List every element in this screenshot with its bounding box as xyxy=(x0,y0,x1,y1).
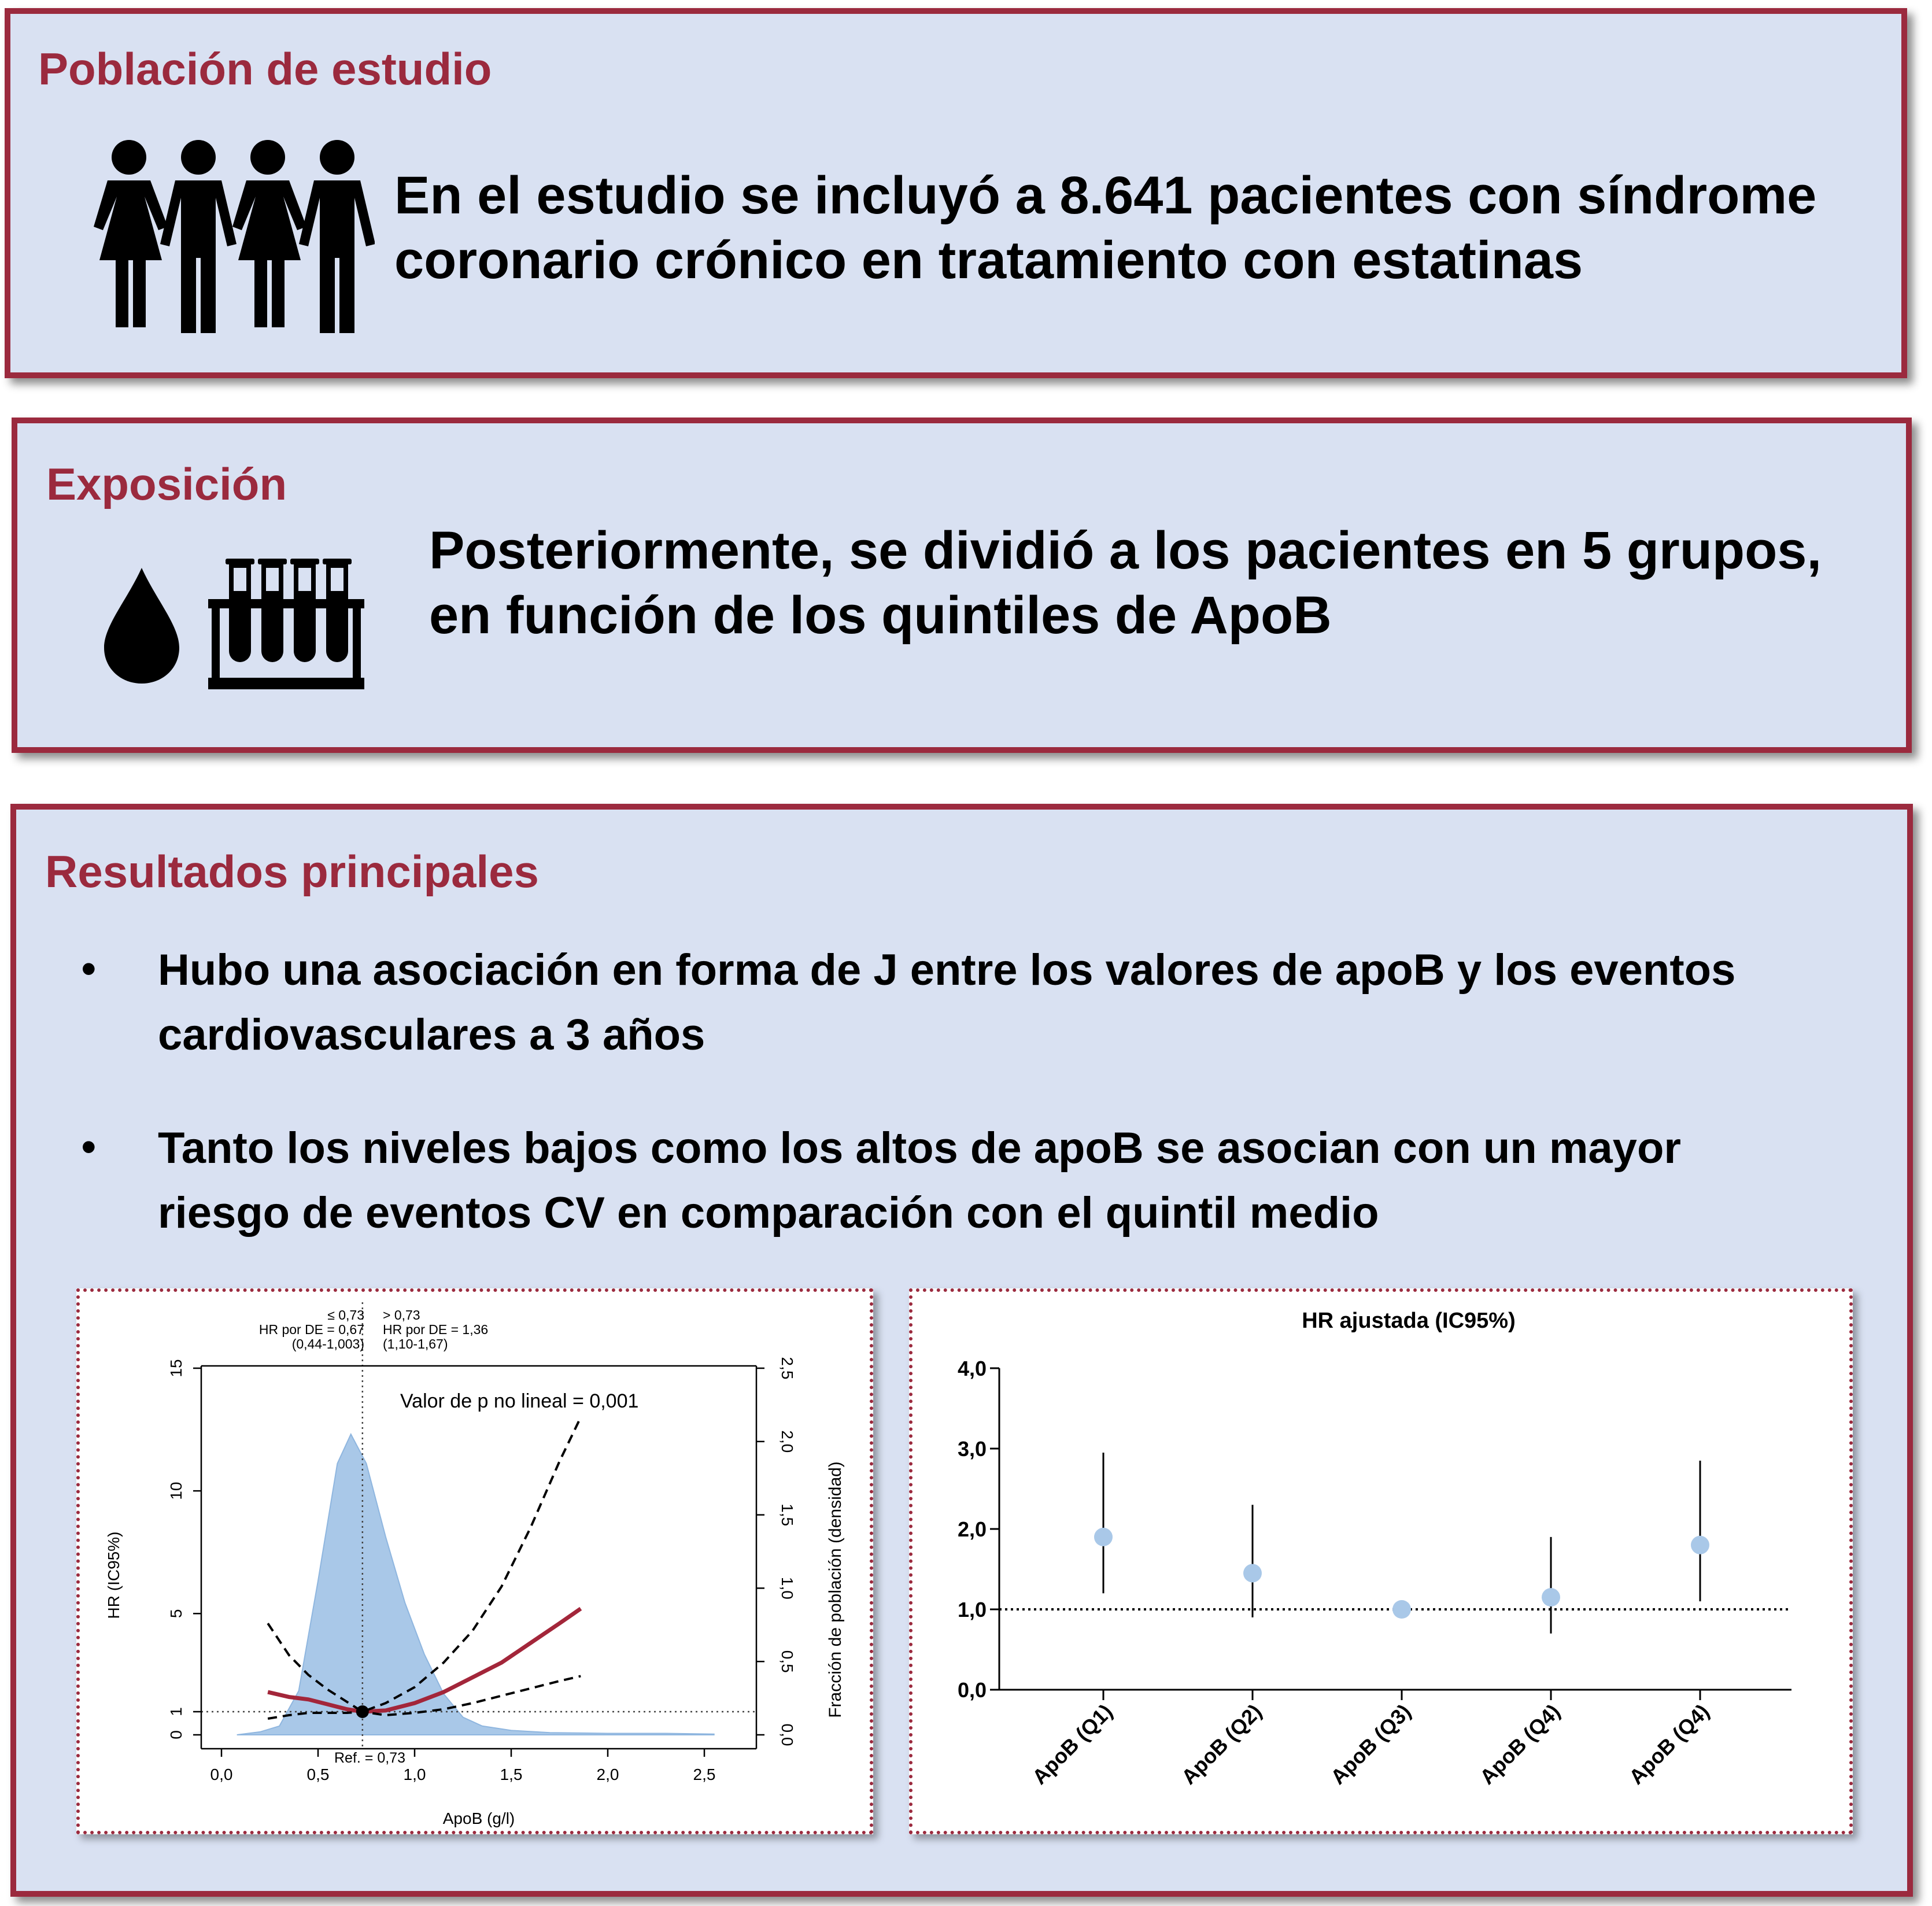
hr-category-label: ApoB (Q1) xyxy=(1027,1699,1117,1789)
x-tick-label: 2,5 xyxy=(693,1765,716,1783)
x-tick-label: 2,0 xyxy=(596,1765,619,1783)
blood-drop-icon xyxy=(104,568,179,684)
left-block-line2: HR por DE = 0,67 xyxy=(258,1322,364,1337)
right-block-line1: > 0,73 xyxy=(383,1307,420,1323)
y-tick-label: 5 xyxy=(167,1609,185,1619)
bullet-2-line1: Tanto los niveles bajos como los altos de apoB se asocian con un mayor xyxy=(158,1124,1681,1173)
y2-axis-label: Fracción de población (densidad) xyxy=(826,1461,845,1718)
population-text-line2: coronario crónico en tratamiento con estatinas xyxy=(394,231,1583,290)
bullet-2-line2: riesgo de eventos CV en comparación con el quintil medio xyxy=(158,1188,1379,1238)
population-title: Población de estudio xyxy=(38,43,492,94)
bullet-marker-1: • xyxy=(81,944,97,993)
reference-label: Ref. = 0,73 xyxy=(334,1750,405,1766)
y-axis-label: HR (IC95%) xyxy=(105,1531,123,1619)
right-block-line3: (1,10-1,67) xyxy=(383,1336,448,1351)
y2-tick-label: 2,5 xyxy=(778,1357,796,1380)
hr-category-label: ApoB (Q4) xyxy=(1475,1699,1565,1789)
population-text-line1: En el estudio se incluyó a 8.641 pacientes con síndrome xyxy=(394,166,1817,225)
x-tick-label: 1,5 xyxy=(500,1765,523,1783)
results-title: Resultados principales xyxy=(45,846,539,897)
hr-category-label: ApoB (Q2) xyxy=(1176,1699,1266,1789)
y2-tick-label: 0,5 xyxy=(778,1650,796,1673)
density-area xyxy=(237,1434,714,1735)
people-icon xyxy=(91,135,375,338)
hr-point xyxy=(1094,1528,1113,1546)
exposure-title: Exposición xyxy=(46,459,287,509)
test-tubes-icon xyxy=(208,559,364,692)
hr-quintile-chart xyxy=(913,1292,1849,1831)
exposure-text-line1: Posteriormente, se dividió a los pacientes en 5 grupos, xyxy=(429,521,1822,580)
y-tick-label: 1 xyxy=(167,1707,185,1716)
left-block-line3: (0,44-1,003) xyxy=(291,1336,364,1351)
hr-point xyxy=(1542,1588,1560,1606)
hr-point xyxy=(1243,1564,1262,1582)
hr-y-tick-label: 2,0 xyxy=(957,1517,987,1541)
y-tick-label: 15 xyxy=(167,1359,185,1377)
reference-point xyxy=(356,1705,369,1718)
exposure-text-line2: en función de los quintiles de ApoB xyxy=(429,586,1332,645)
spline-chart-box xyxy=(76,1288,873,1834)
x-tick-label: 0,0 xyxy=(210,1765,233,1783)
pvalue-annotation: Valor de p no lineal = 0,001 xyxy=(400,1390,639,1412)
hr-category-label: ApoB (Q4) xyxy=(1624,1699,1714,1789)
bullet-1-line1: Hubo una asociación en forma de J entre los valores de apoB y los eventos xyxy=(158,945,1736,995)
bullet-marker-2: • xyxy=(81,1122,97,1172)
y-tick-label: 0 xyxy=(167,1730,185,1739)
bullet-1-line2: cardiovasculares a 3 años xyxy=(158,1010,705,1059)
exposure-panel xyxy=(12,418,1912,753)
hr-y-tick-label: 1,0 xyxy=(957,1598,987,1621)
x-axis-label: ApoB (g/l) xyxy=(442,1809,515,1827)
x-tick-label: 1,0 xyxy=(403,1765,426,1783)
x-tick-label: 0,5 xyxy=(306,1765,330,1783)
hr-point xyxy=(1392,1600,1411,1619)
y-tick-label: 10 xyxy=(167,1482,185,1500)
spline-chart xyxy=(80,1292,870,1831)
hr-category-label: ApoB (Q3) xyxy=(1325,1699,1416,1789)
hr-quintile-chart-box xyxy=(909,1288,1853,1834)
hr-y-tick-label: 4,0 xyxy=(957,1357,987,1380)
hr-y-tick-label: 3,0 xyxy=(957,1437,987,1461)
left-block-line1: ≤ 0,73 xyxy=(327,1307,364,1323)
y2-tick-label: 0,0 xyxy=(778,1723,796,1746)
hr-y-tick-label: 0,0 xyxy=(957,1678,987,1702)
right-block-line2: HR por DE = 1,36 xyxy=(383,1322,489,1337)
population-panel xyxy=(5,8,1907,378)
hr-point xyxy=(1691,1536,1709,1554)
y2-tick-label: 2,0 xyxy=(778,1430,796,1453)
y2-tick-label: 1,5 xyxy=(778,1504,796,1527)
hr-chart-title: HR ajustada (IC95%) xyxy=(1302,1309,1516,1333)
y2-tick-label: 1,0 xyxy=(778,1576,796,1600)
